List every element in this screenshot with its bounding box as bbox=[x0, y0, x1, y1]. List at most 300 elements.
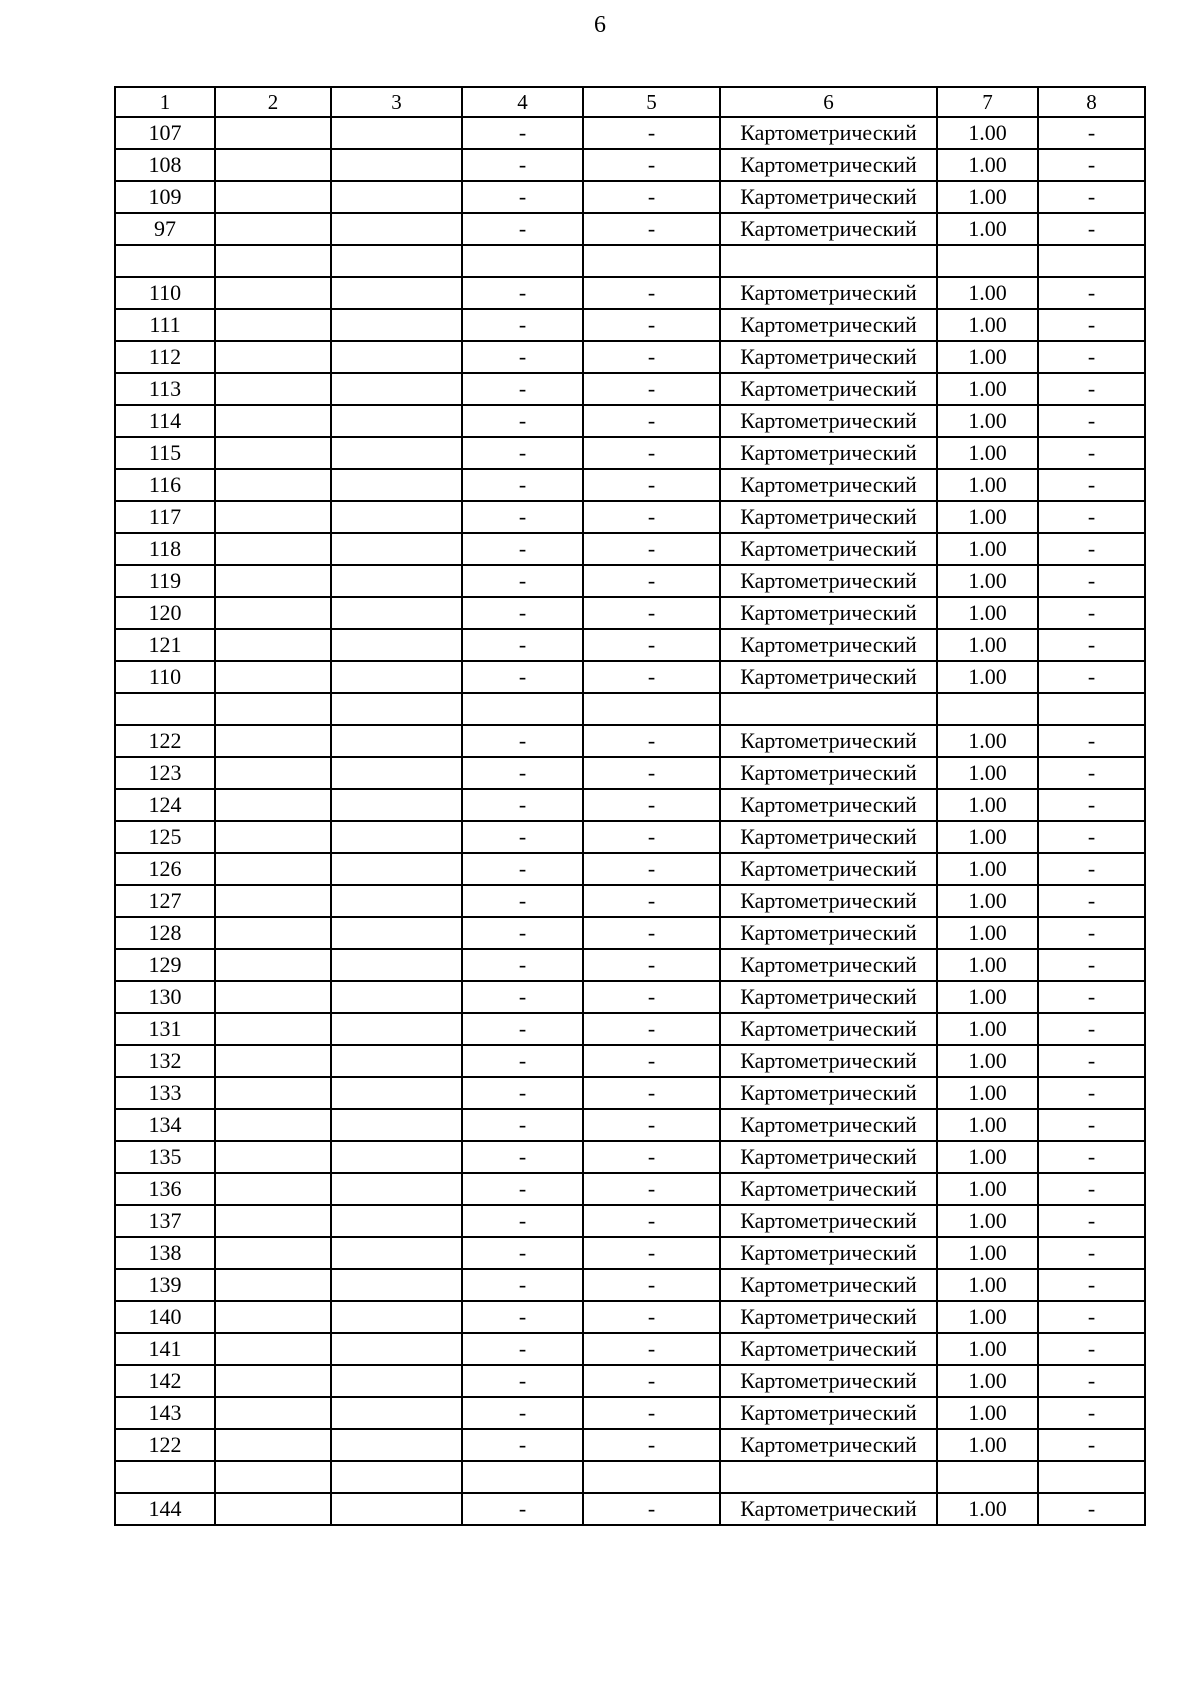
table-cell-col-6: Картометрический bbox=[720, 1173, 937, 1205]
table-cell-col-2 bbox=[215, 597, 331, 629]
table-cell-col-1: 120 bbox=[115, 597, 215, 629]
table-cell-col-3 bbox=[331, 1045, 462, 1077]
table-cell-col-1: 137 bbox=[115, 1205, 215, 1237]
table-row bbox=[115, 213, 1145, 245]
table-cell-col-2 bbox=[215, 629, 331, 661]
table-cell-col-4: - bbox=[462, 981, 583, 1013]
table-cell-col-1: 143 bbox=[115, 1397, 215, 1429]
table-cell-col-8 bbox=[1038, 693, 1145, 725]
column-header-3: 3 bbox=[331, 87, 462, 117]
table-cell-col-1: 123 bbox=[115, 757, 215, 789]
table-cell-col-4: - bbox=[462, 277, 583, 309]
table-cell-col-3 bbox=[331, 469, 462, 501]
table-cell-col-3 bbox=[331, 693, 462, 725]
table-cell-col-8: - bbox=[1038, 1397, 1145, 1429]
table-cell-col-1: 130 bbox=[115, 981, 215, 1013]
table-cell-col-7: 1.00 bbox=[937, 533, 1038, 565]
table-cell-col-3 bbox=[331, 1365, 462, 1397]
table-cell-col-4: - bbox=[462, 661, 583, 693]
table-cell-col-5: - bbox=[583, 853, 720, 885]
table-cell-col-6: Картометрический bbox=[720, 1013, 937, 1045]
table-cell-col-6: Картометрический bbox=[720, 821, 937, 853]
table-cell-col-4 bbox=[462, 245, 583, 277]
table-cell-col-1: 110 bbox=[115, 277, 215, 309]
table-cell-col-7: 1.00 bbox=[937, 629, 1038, 661]
table-cell-col-4: - bbox=[462, 1429, 583, 1461]
table-cell-col-2 bbox=[215, 405, 331, 437]
table-cell-col-7: 1.00 bbox=[937, 1493, 1038, 1525]
table-cell-col-5: - bbox=[583, 661, 720, 693]
table-cell-col-1: 132 bbox=[115, 1045, 215, 1077]
table-cell-col-8: - bbox=[1038, 821, 1145, 853]
table-cell-col-6: Картометрический bbox=[720, 1397, 937, 1429]
table-row bbox=[115, 981, 1145, 1013]
table-cell-col-4: - bbox=[462, 533, 583, 565]
table-cell-col-5: - bbox=[583, 277, 720, 309]
table-cell-col-6: Картометрический bbox=[720, 213, 937, 245]
table-row bbox=[115, 181, 1145, 213]
table-cell-col-3 bbox=[331, 341, 462, 373]
table-cell-col-3 bbox=[331, 725, 462, 757]
table-cell-col-5: - bbox=[583, 1013, 720, 1045]
table-cell-col-6: Картометрический bbox=[720, 181, 937, 213]
table-cell-col-4: - bbox=[462, 1077, 583, 1109]
table-row bbox=[115, 1269, 1145, 1301]
table-cell-col-5: - bbox=[583, 405, 720, 437]
table-row bbox=[115, 917, 1145, 949]
table-cell-col-7: 1.00 bbox=[937, 405, 1038, 437]
table-row bbox=[115, 629, 1145, 661]
table-cell-col-2 bbox=[215, 661, 331, 693]
table-cell-col-6: Картометрический bbox=[720, 981, 937, 1013]
table-cell-col-3 bbox=[331, 629, 462, 661]
table-cell-col-8: - bbox=[1038, 661, 1145, 693]
table-cell-col-7: 1.00 bbox=[937, 1429, 1038, 1461]
table-cell-col-2 bbox=[215, 917, 331, 949]
table-cell-col-3 bbox=[331, 853, 462, 885]
table-cell-col-2 bbox=[215, 469, 331, 501]
table-cell-col-7 bbox=[937, 245, 1038, 277]
table-cell-col-6: Картометрический bbox=[720, 757, 937, 789]
table-cell-col-6: Картометрический bbox=[720, 725, 937, 757]
table-cell-col-5: - bbox=[583, 437, 720, 469]
table-row bbox=[115, 277, 1145, 309]
table-cell-col-5: - bbox=[583, 1237, 720, 1269]
table-cell-col-6: Картометрический bbox=[720, 917, 937, 949]
table-cell-col-4: - bbox=[462, 789, 583, 821]
table-cell-col-1 bbox=[115, 245, 215, 277]
table-cell-col-4: - bbox=[462, 565, 583, 597]
table-cell-col-7: 1.00 bbox=[937, 341, 1038, 373]
table-cell-col-5: - bbox=[583, 597, 720, 629]
table-cell-col-8: - bbox=[1038, 789, 1145, 821]
table-cell-col-5: - bbox=[583, 1333, 720, 1365]
table-cell-col-3 bbox=[331, 1333, 462, 1365]
table-cell-col-3 bbox=[331, 1301, 462, 1333]
table-cell-col-5: - bbox=[583, 309, 720, 341]
table-cell-col-5: - bbox=[583, 501, 720, 533]
table-cell-col-8: - bbox=[1038, 565, 1145, 597]
table-cell-col-7 bbox=[937, 1461, 1038, 1493]
table-cell-col-2 bbox=[215, 501, 331, 533]
table-row bbox=[115, 821, 1145, 853]
table-cell-col-7: 1.00 bbox=[937, 597, 1038, 629]
table-cell-col-4: - bbox=[462, 405, 583, 437]
table-cell-col-7: 1.00 bbox=[937, 1269, 1038, 1301]
table-row bbox=[115, 373, 1145, 405]
table-cell-col-5: - bbox=[583, 1077, 720, 1109]
table-cell-col-8: - bbox=[1038, 853, 1145, 885]
table-cell-col-3 bbox=[331, 981, 462, 1013]
table-cell-col-1: 117 bbox=[115, 501, 215, 533]
table-cell-col-8: - bbox=[1038, 309, 1145, 341]
table-cell-col-8: - bbox=[1038, 469, 1145, 501]
table-cell-col-6: Картометрический bbox=[720, 597, 937, 629]
table-row bbox=[115, 1077, 1145, 1109]
table-cell-col-5: - bbox=[583, 629, 720, 661]
table-cell-col-7: 1.00 bbox=[937, 1109, 1038, 1141]
table-cell-col-1: 97 bbox=[115, 213, 215, 245]
table-cell-col-4: - bbox=[462, 757, 583, 789]
table-cell-col-8: - bbox=[1038, 117, 1145, 149]
table-cell-col-8: - bbox=[1038, 373, 1145, 405]
table-cell-col-1: 113 bbox=[115, 373, 215, 405]
table-cell-col-8: - bbox=[1038, 1205, 1145, 1237]
table-cell-col-5: - bbox=[583, 117, 720, 149]
table-cell-col-1: 139 bbox=[115, 1269, 215, 1301]
table-cell-col-6: Картометрический bbox=[720, 1205, 937, 1237]
table-row bbox=[115, 1237, 1145, 1269]
column-header-8: 8 bbox=[1038, 87, 1145, 117]
table-cell-col-3 bbox=[331, 277, 462, 309]
table-cell-col-4: - bbox=[462, 1269, 583, 1301]
table-cell-col-6: Картометрический bbox=[720, 1141, 937, 1173]
table-cell-col-6 bbox=[720, 245, 937, 277]
table-cell-col-7: 1.00 bbox=[937, 437, 1038, 469]
table-cell-col-3 bbox=[331, 1429, 462, 1461]
table-cell-col-1: 122 bbox=[115, 1429, 215, 1461]
table-cell-col-3 bbox=[331, 149, 462, 181]
table-cell-col-7: 1.00 bbox=[937, 725, 1038, 757]
table-cell-col-3 bbox=[331, 757, 462, 789]
table-cell-col-5: - bbox=[583, 1301, 720, 1333]
table-row bbox=[115, 1333, 1145, 1365]
table-cell-col-6: Картометрический bbox=[720, 373, 937, 405]
table-row bbox=[115, 757, 1145, 789]
table-row bbox=[115, 565, 1145, 597]
table-cell-col-6: Картометрический bbox=[720, 501, 937, 533]
table-row bbox=[115, 117, 1145, 149]
table-cell-col-8: - bbox=[1038, 1109, 1145, 1141]
table-cell-col-3 bbox=[331, 1493, 462, 1525]
column-header-2: 2 bbox=[215, 87, 331, 117]
table-cell-col-7: 1.00 bbox=[937, 1397, 1038, 1429]
table-cell-col-2 bbox=[215, 1397, 331, 1429]
table-cell-col-8: - bbox=[1038, 1045, 1145, 1077]
table-cell-col-4: - bbox=[462, 181, 583, 213]
table-cell-col-7: 1.00 bbox=[937, 1365, 1038, 1397]
table-cell-col-7: 1.00 bbox=[937, 917, 1038, 949]
table-cell-col-4: - bbox=[462, 1493, 583, 1525]
table-cell-col-2 bbox=[215, 1429, 331, 1461]
table-cell-col-3 bbox=[331, 181, 462, 213]
table-cell-col-3 bbox=[331, 1461, 462, 1493]
table-cell-col-7: 1.00 bbox=[937, 981, 1038, 1013]
table-cell-col-8: - bbox=[1038, 1493, 1145, 1525]
table-row bbox=[115, 853, 1145, 885]
table-cell-col-1: 126 bbox=[115, 853, 215, 885]
table-cell-col-1: 118 bbox=[115, 533, 215, 565]
coordinates-table bbox=[114, 86, 1146, 1526]
table-cell-col-7: 1.00 bbox=[937, 661, 1038, 693]
table-cell-col-1: 112 bbox=[115, 341, 215, 373]
table-row bbox=[115, 1141, 1145, 1173]
table-cell-col-2 bbox=[215, 1205, 331, 1237]
table-cell-col-7: 1.00 bbox=[937, 853, 1038, 885]
table-cell-col-2 bbox=[215, 1141, 331, 1173]
table-cell-col-1: 121 bbox=[115, 629, 215, 661]
table-row bbox=[115, 949, 1145, 981]
table-cell-col-3 bbox=[331, 1077, 462, 1109]
table-cell-col-7: 1.00 bbox=[937, 1333, 1038, 1365]
table-cell-col-2 bbox=[215, 1077, 331, 1109]
table-cell-col-1: 107 bbox=[115, 117, 215, 149]
table-cell-col-5: - bbox=[583, 1205, 720, 1237]
table-cell-col-2 bbox=[215, 1237, 331, 1269]
column-header-5: 5 bbox=[583, 87, 720, 117]
table-cell-col-3 bbox=[331, 1013, 462, 1045]
table-cell-col-3 bbox=[331, 597, 462, 629]
table-cell-col-7: 1.00 bbox=[937, 789, 1038, 821]
table-cell-col-2 bbox=[215, 1109, 331, 1141]
table-cell-col-8: - bbox=[1038, 1429, 1145, 1461]
table-cell-col-3 bbox=[331, 533, 462, 565]
table-cell-col-4: - bbox=[462, 821, 583, 853]
table-cell-col-4 bbox=[462, 693, 583, 725]
table-cell-col-3 bbox=[331, 1109, 462, 1141]
table-row bbox=[115, 533, 1145, 565]
table-cell-col-3 bbox=[331, 821, 462, 853]
table-cell-col-8: - bbox=[1038, 597, 1145, 629]
table-cell-col-3 bbox=[331, 117, 462, 149]
table-cell-col-5 bbox=[583, 245, 720, 277]
table-cell-col-6: Картометрический bbox=[720, 437, 937, 469]
table-cell-col-5: - bbox=[583, 1141, 720, 1173]
table-cell-col-2 bbox=[215, 789, 331, 821]
table-cell-col-1: 122 bbox=[115, 725, 215, 757]
table-row bbox=[115, 309, 1145, 341]
table-cell-col-2 bbox=[215, 821, 331, 853]
table-cell-col-5: - bbox=[583, 917, 720, 949]
table-row bbox=[115, 1301, 1145, 1333]
table-cell-col-4: - bbox=[462, 853, 583, 885]
table-cell-col-1: 110 bbox=[115, 661, 215, 693]
table-cell-col-4: - bbox=[462, 885, 583, 917]
table-cell-col-8: - bbox=[1038, 149, 1145, 181]
table-row bbox=[115, 1397, 1145, 1429]
table-cell-col-5: - bbox=[583, 533, 720, 565]
table-cell-col-4: - bbox=[462, 1333, 583, 1365]
table-cell-col-3 bbox=[331, 1269, 462, 1301]
table-cell-col-7: 1.00 bbox=[937, 1237, 1038, 1269]
table-cell-col-7: 1.00 bbox=[937, 501, 1038, 533]
table-cell-col-8: - bbox=[1038, 1269, 1145, 1301]
table-cell-col-8 bbox=[1038, 1461, 1145, 1493]
table-row bbox=[115, 1109, 1145, 1141]
table-cell-col-4: - bbox=[462, 117, 583, 149]
table-cell-col-7: 1.00 bbox=[937, 277, 1038, 309]
table-cell-col-2 bbox=[215, 853, 331, 885]
table-cell-col-1: 124 bbox=[115, 789, 215, 821]
table-cell-col-8: - bbox=[1038, 1333, 1145, 1365]
table-cell-col-6: Картометрический bbox=[720, 149, 937, 181]
table-cell-col-5: - bbox=[583, 1269, 720, 1301]
table-cell-col-3 bbox=[331, 565, 462, 597]
table-cell-col-5: - bbox=[583, 885, 720, 917]
table-cell-col-4: - bbox=[462, 1205, 583, 1237]
table-cell-col-3 bbox=[331, 949, 462, 981]
table-cell-col-4: - bbox=[462, 437, 583, 469]
table-cell-col-6: Картометрический bbox=[720, 1493, 937, 1525]
table-cell-col-4: - bbox=[462, 1173, 583, 1205]
table-cell-col-7: 1.00 bbox=[937, 1173, 1038, 1205]
table-cell-col-5: - bbox=[583, 1045, 720, 1077]
table-cell-col-2 bbox=[215, 341, 331, 373]
table-cell-col-6: Картометрический bbox=[720, 885, 937, 917]
table-cell-col-4: - bbox=[462, 1301, 583, 1333]
table-cell-col-8: - bbox=[1038, 1301, 1145, 1333]
table-cell-col-6: Картометрический bbox=[720, 1365, 937, 1397]
table-cell-col-5: - bbox=[583, 341, 720, 373]
table-cell-col-8 bbox=[1038, 245, 1145, 277]
table-row bbox=[115, 661, 1145, 693]
table-cell-col-2 bbox=[215, 757, 331, 789]
table-cell-col-7: 1.00 bbox=[937, 821, 1038, 853]
separator-row bbox=[115, 693, 1145, 725]
table-cell-col-5: - bbox=[583, 725, 720, 757]
table-header bbox=[115, 87, 1145, 117]
table-cell-col-1: 127 bbox=[115, 885, 215, 917]
table-cell-col-1: 135 bbox=[115, 1141, 215, 1173]
table-cell-col-5: - bbox=[583, 149, 720, 181]
table-cell-col-7: 1.00 bbox=[937, 565, 1038, 597]
table-cell-col-5: - bbox=[583, 213, 720, 245]
table-cell-col-2 bbox=[215, 309, 331, 341]
table-cell-col-6: Картометрический bbox=[720, 469, 937, 501]
table-cell-col-1: 125 bbox=[115, 821, 215, 853]
table-cell-col-1: 136 bbox=[115, 1173, 215, 1205]
table-cell-col-4: - bbox=[462, 1013, 583, 1045]
table-cell-col-1: 119 bbox=[115, 565, 215, 597]
table-cell-col-1: 116 bbox=[115, 469, 215, 501]
table-cell-col-7: 1.00 bbox=[937, 1013, 1038, 1045]
column-header-4: 4 bbox=[462, 87, 583, 117]
table-cell-col-5: - bbox=[583, 373, 720, 405]
table-cell-col-8: - bbox=[1038, 501, 1145, 533]
table-cell-col-1: 129 bbox=[115, 949, 215, 981]
table-row bbox=[115, 405, 1145, 437]
table-cell-col-6: Картометрический bbox=[720, 949, 937, 981]
table-row bbox=[115, 1365, 1145, 1397]
table-cell-col-5: - bbox=[583, 1429, 720, 1461]
table-cell-col-8: - bbox=[1038, 1013, 1145, 1045]
table-cell-col-2 bbox=[215, 117, 331, 149]
table-cell-col-5: - bbox=[583, 757, 720, 789]
table-cell-col-2 bbox=[215, 1013, 331, 1045]
table-row bbox=[115, 1429, 1145, 1461]
table-row bbox=[115, 437, 1145, 469]
table-cell-col-1: 134 bbox=[115, 1109, 215, 1141]
table-cell-col-6: Картометрический bbox=[720, 661, 937, 693]
table-cell-col-6: Картометрический bbox=[720, 341, 937, 373]
table-row bbox=[115, 469, 1145, 501]
table-cell-col-8: - bbox=[1038, 533, 1145, 565]
table-cell-col-4: - bbox=[462, 469, 583, 501]
table-cell-col-1: 141 bbox=[115, 1333, 215, 1365]
table-cell-col-3 bbox=[331, 1397, 462, 1429]
table-cell-col-6: Картометрический bbox=[720, 1077, 937, 1109]
table-cell-col-4: - bbox=[462, 1397, 583, 1429]
table-cell-col-6: Картометрический bbox=[720, 853, 937, 885]
table-cell-col-1: 140 bbox=[115, 1301, 215, 1333]
table-cell-col-3 bbox=[331, 917, 462, 949]
table-row bbox=[115, 725, 1145, 757]
table-cell-col-8: - bbox=[1038, 277, 1145, 309]
table-cell-col-2 bbox=[215, 1301, 331, 1333]
table-cell-col-6: Картометрический bbox=[720, 405, 937, 437]
table-cell-col-2 bbox=[215, 533, 331, 565]
table-cell-col-4: - bbox=[462, 149, 583, 181]
table-cell-col-4: - bbox=[462, 949, 583, 981]
table-cell-col-7: 1.00 bbox=[937, 181, 1038, 213]
table-cell-col-6 bbox=[720, 693, 937, 725]
table-cell-col-2 bbox=[215, 277, 331, 309]
table-cell-col-2 bbox=[215, 885, 331, 917]
table-cell-col-7: 1.00 bbox=[937, 309, 1038, 341]
table-cell-col-7: 1.00 bbox=[937, 1301, 1038, 1333]
separator-row bbox=[115, 245, 1145, 277]
table-cell-col-6: Картометрический bbox=[720, 277, 937, 309]
table-cell-col-5: - bbox=[583, 565, 720, 597]
table-row bbox=[115, 501, 1145, 533]
table-cell-col-5: - bbox=[583, 981, 720, 1013]
table-cell-col-8: - bbox=[1038, 885, 1145, 917]
table-cell-col-2 bbox=[215, 1493, 331, 1525]
table-cell-col-8: - bbox=[1038, 917, 1145, 949]
table-cell-col-1: 114 bbox=[115, 405, 215, 437]
table-cell-col-3 bbox=[331, 661, 462, 693]
table-cell-col-3 bbox=[331, 213, 462, 245]
table-cell-col-2 bbox=[215, 245, 331, 277]
column-header-7: 7 bbox=[937, 87, 1038, 117]
table-cell-col-4: - bbox=[462, 309, 583, 341]
table-cell-col-2 bbox=[215, 981, 331, 1013]
table-cell-col-2 bbox=[215, 1269, 331, 1301]
table-cell-col-6: Картометрический bbox=[720, 629, 937, 661]
table-cell-col-5 bbox=[583, 1461, 720, 1493]
header-row bbox=[115, 87, 1145, 117]
table-cell-col-4: - bbox=[462, 1141, 583, 1173]
table-row bbox=[115, 1045, 1145, 1077]
table-cell-col-7: 1.00 bbox=[937, 949, 1038, 981]
table-cell-col-8: - bbox=[1038, 1077, 1145, 1109]
column-header-6: 6 bbox=[720, 87, 937, 117]
table-cell-col-6: Картометрический bbox=[720, 789, 937, 821]
table-cell-col-4: - bbox=[462, 373, 583, 405]
table-cell-col-2 bbox=[215, 693, 331, 725]
table-cell-col-4: - bbox=[462, 597, 583, 629]
table-cell-col-4: - bbox=[462, 213, 583, 245]
